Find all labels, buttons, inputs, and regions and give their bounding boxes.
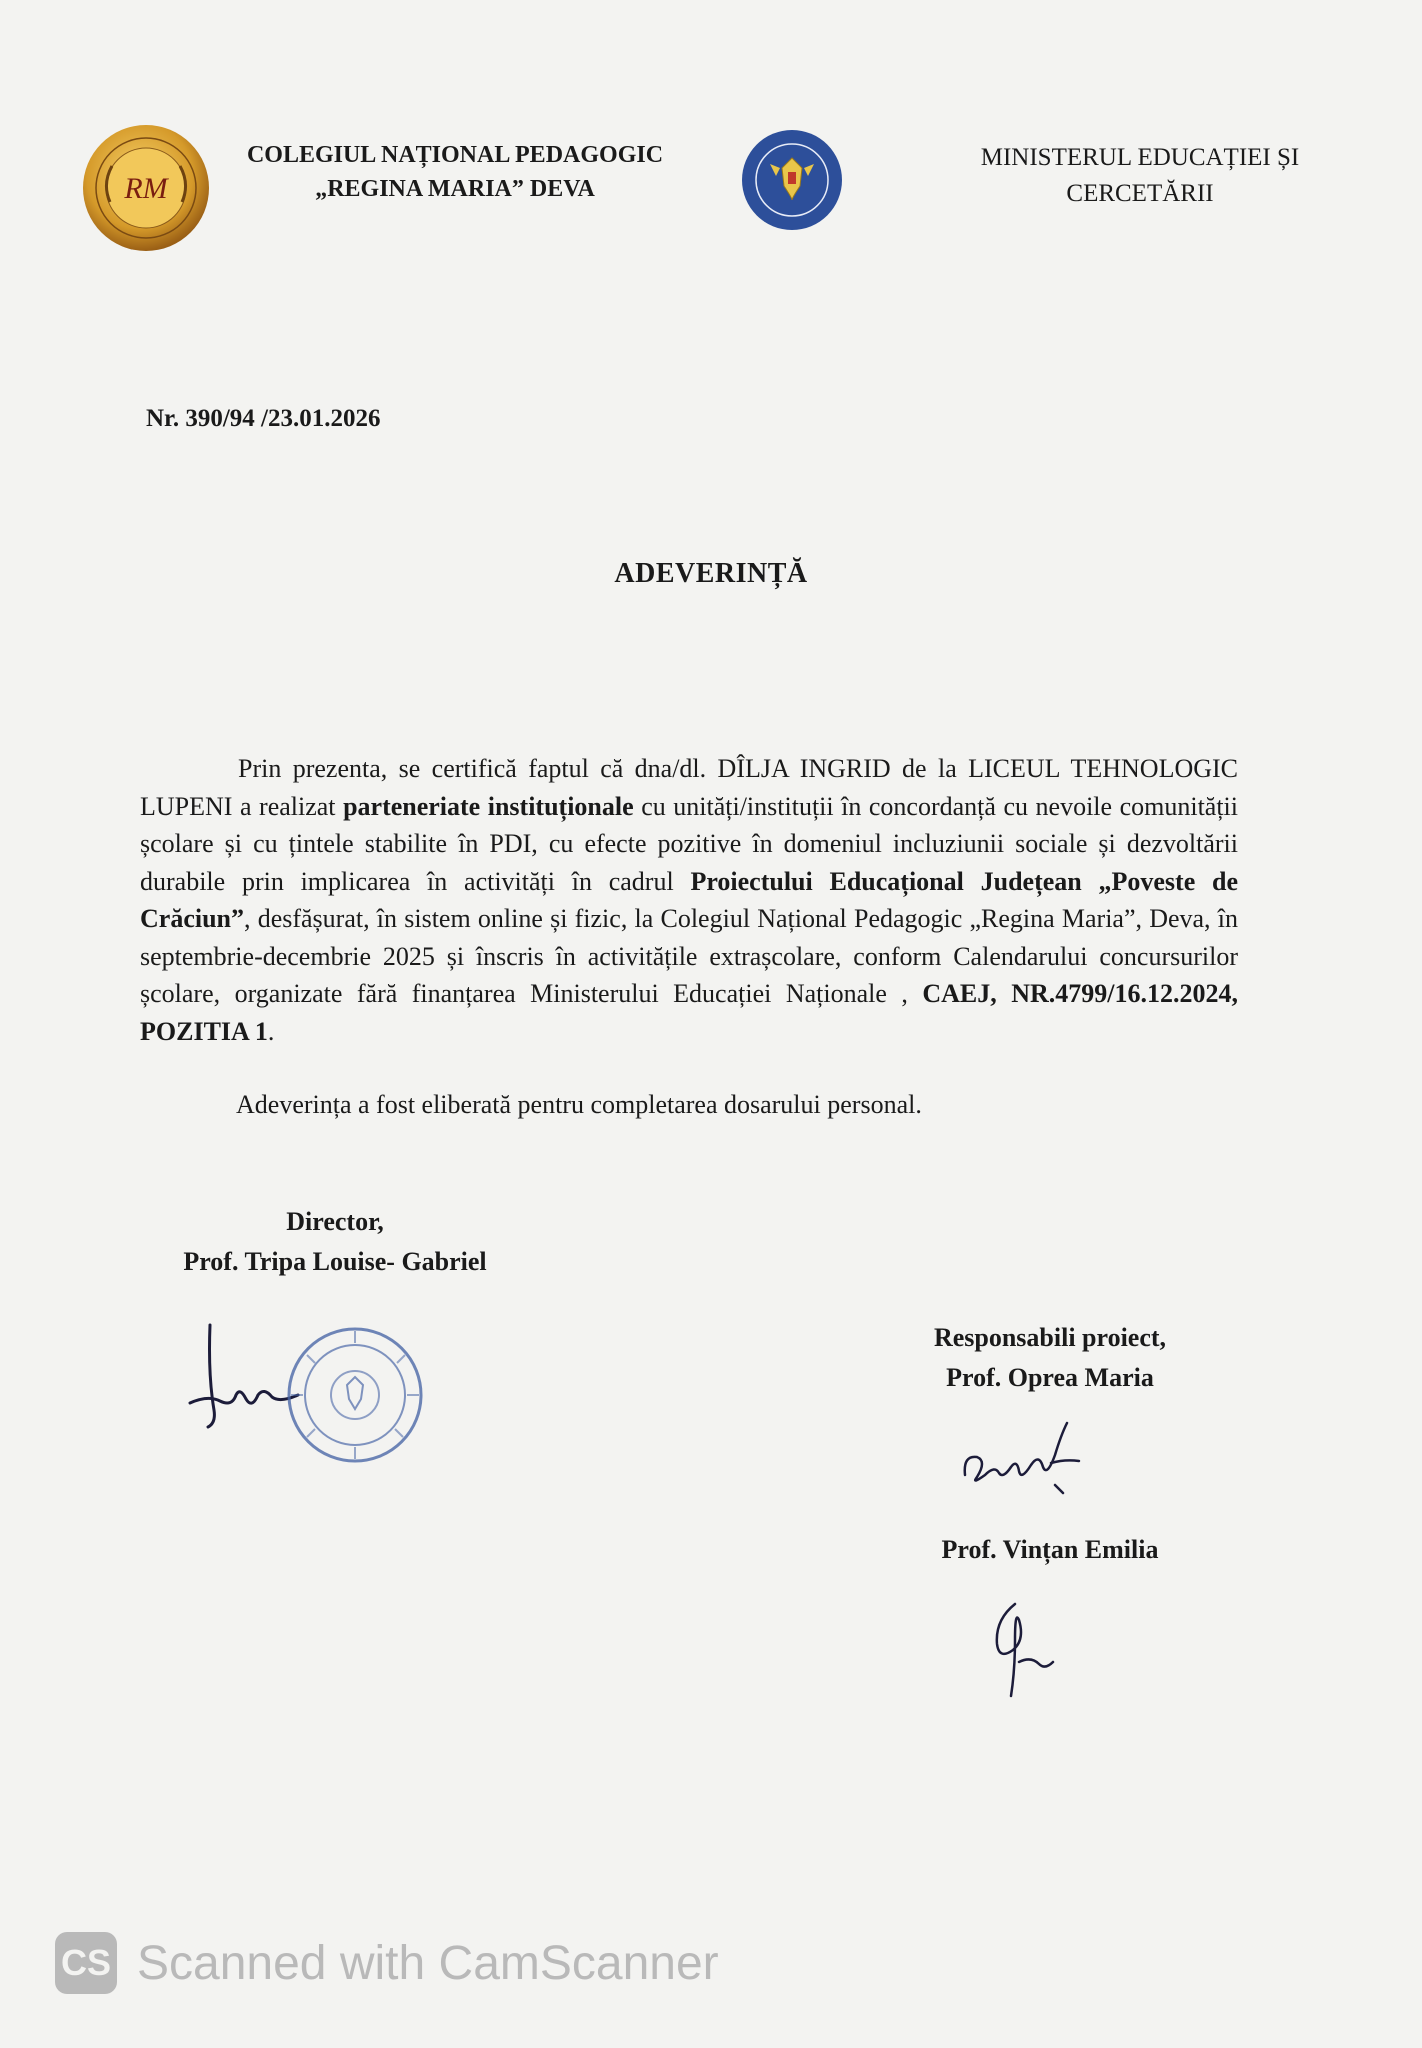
ministry-name	[920, 140, 1360, 212]
body-bold-partnerships: parteneriate instituționale	[343, 791, 634, 821]
body-bold-caej: CAEJ, NR.4799/16.12.2024, POZITIA 1	[140, 979, 1239, 1046]
body-text-segment: , desfășurat, în sistem online și fizic, la Colegiul Național Pedagogic „Regina Maria”, Deva, în septembrie-decembrie 2025 și înscris în activitățile extrașcolare, conform Calendarului concursurilor școlare, organizate fără finanțarea Ministerului Educației Naționale ,	[140, 904, 1238, 1008]
ministry-name-line1: MINISTERUL EDUCAȚIEI ȘI	[980, 144, 1300, 171]
camscanner-logo-icon: CS	[55, 1932, 117, 1994]
responsibles-role: Responsabili proiect,	[933, 1323, 1167, 1352]
government-logo-icon	[740, 128, 844, 232]
watermark-text: Scanned with CamScanner	[137, 1936, 719, 1990]
body-text-segment: cu unități/instituții în concordanță cu nevoile comunității școlare și cu țintele stabilite în PDI, cu efecte pozitive în domeniul incluziunii sociale și dezvoltării durabile prin implicarea în activități în cadrul	[140, 791, 1239, 896]
responsible-name-oprea: Prof. Oprea Maria	[946, 1363, 1154, 1392]
ministry-name-line2: CERCETĂRII	[1066, 180, 1214, 207]
body-text-segment: .	[267, 1016, 275, 1046]
school-name-line1: COLEGIUL NAȚIONAL PEDAGOGIC	[246, 142, 664, 168]
school-name	[225, 138, 685, 206]
document-number: Nr. 390/94 /23.01.2026	[146, 405, 381, 432]
document-title: ADEVERINȚĂ	[614, 558, 808, 589]
certificate-body	[140, 750, 1238, 1050]
body-bold-project: Proiectului Educațional Județean „Poveste de Crăciun”	[140, 866, 1238, 933]
school-name-line2: „REGINA MARIA” DEVA	[315, 176, 595, 202]
director-signature-icon	[180, 1315, 300, 1445]
oprea-signature-icon	[955, 1415, 1095, 1505]
vintan-signature-icon	[985, 1600, 1055, 1700]
director-block	[120, 1202, 550, 1282]
closing-sentence: Adeverința a fost eliberată pentru completarea dosarului personal.	[236, 1090, 922, 1119]
director-role: Director,	[286, 1207, 384, 1236]
school-logo-icon	[80, 122, 212, 254]
responsible-name-vintan: Prof. Vințan Emilia	[941, 1535, 1159, 1564]
project-responsibles-block	[860, 1318, 1240, 1398]
director-name: Prof. Tripa Louise- Gabriel	[183, 1247, 487, 1276]
body-text-segment: Prin prezenta, se certifică faptul că dna/dl. DÎLJA INGRID de la LICEUL TEHNOLOGIC LUPENI a realizat	[140, 754, 1238, 821]
body-paragraph	[140, 750, 1238, 1050]
official-stamp-icon	[285, 1325, 425, 1465]
camscanner-watermark	[55, 1932, 719, 1994]
school-logo-monogram: RM	[124, 172, 168, 205]
